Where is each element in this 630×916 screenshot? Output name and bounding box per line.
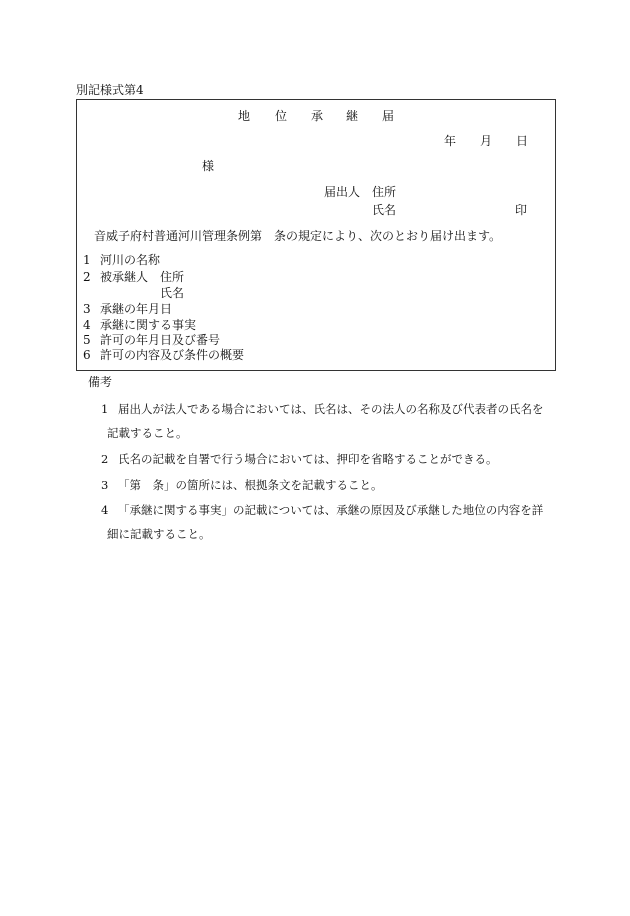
- remark-number: 1: [101, 402, 109, 416]
- applicant-address-label: 住所: [372, 185, 397, 199]
- title-char-3: 承: [311, 109, 324, 123]
- title-char-1: 地: [238, 109, 251, 123]
- remark-text: 届出人が法人である場合においては、氏名は、その法人の名称及び代表者の氏名を: [118, 402, 544, 416]
- date-month: 月: [480, 134, 493, 148]
- title-char-4: 継: [346, 109, 359, 123]
- remark-text: 「承継に関する事実」の記載については、承継の原因及び承継した地位の内容を詳: [118, 503, 544, 517]
- item-number: 5: [83, 333, 91, 347]
- remark-number: 2: [101, 452, 109, 466]
- intro-text: 音威子府村普通河川管理条例第 条の規定により、次のとおり届け出ます。: [94, 229, 502, 243]
- remarks-title: 備考: [88, 375, 113, 389]
- item-text: 許可の内容及び条件の概要: [100, 348, 245, 362]
- item-number: 1: [83, 253, 91, 267]
- item-text: 河川の名称: [100, 253, 161, 267]
- title-char-5: 届: [382, 109, 395, 123]
- date-day: 日: [516, 134, 529, 148]
- remark-number: 3: [101, 478, 109, 492]
- item-number: 6: [83, 348, 91, 362]
- seal-mark: 印: [515, 203, 528, 217]
- item-text: 被承継人 住所: [100, 270, 185, 284]
- title-char-2: 位: [275, 109, 288, 123]
- form-label: 別記様式第4: [76, 83, 144, 97]
- remark-text-continued: 記載すること。: [107, 426, 188, 440]
- item-text: 許可の年月日及び番号: [100, 333, 221, 347]
- item-number: 4: [83, 318, 91, 332]
- item-text: 氏名: [160, 286, 185, 300]
- date-year: 年: [444, 134, 457, 148]
- item-text: 承継の年月日: [100, 302, 173, 316]
- remark-text: 氏名の記載を自署で行う場合においては、押印を省略することができる。: [118, 452, 498, 466]
- applicant-label: 届出人: [324, 185, 361, 199]
- item-number: 3: [83, 302, 91, 316]
- addressee-suffix: 様: [202, 159, 215, 173]
- applicant-name-label: 氏名: [372, 203, 397, 217]
- remark-text-continued: 細に記載すること。: [107, 527, 211, 541]
- remark-text: 「第 条」の箇所には、根拠条文を記載すること。: [118, 478, 383, 492]
- item-number: 2: [83, 270, 91, 284]
- item-text: 承継に関する事実: [100, 318, 197, 332]
- remark-number: 4: [101, 503, 109, 517]
